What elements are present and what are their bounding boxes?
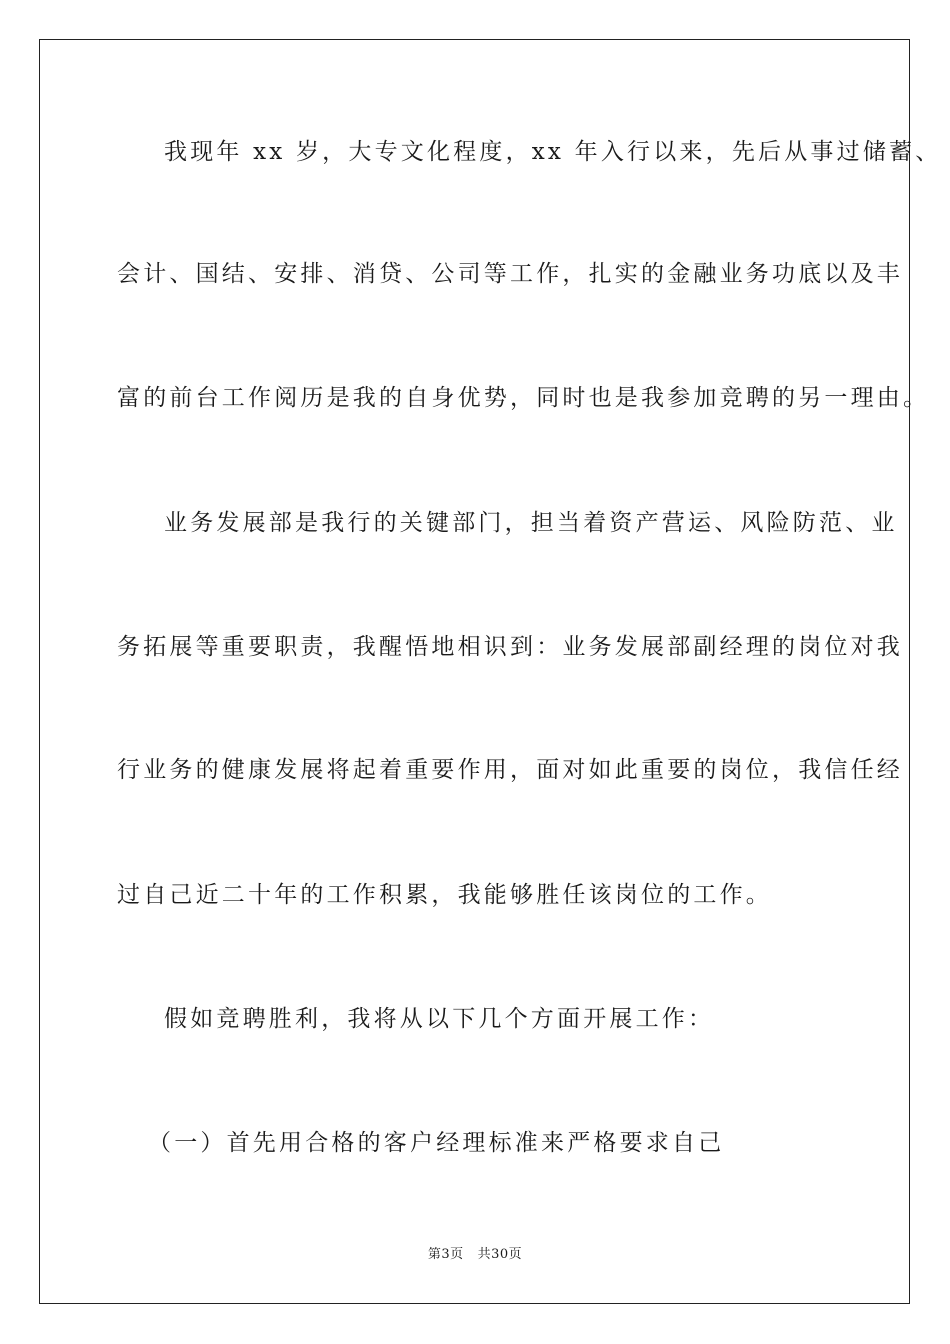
- paragraph-1-line-2: 会计、国结、安排、消贷、公司等工作，扎实的金融业务功底以及丰: [117, 261, 903, 287]
- paragraph-2-line-4: 过自己近二十年的工作积累，我能够胜任该岗位的工作。: [117, 882, 772, 908]
- page-total: 共30页: [477, 1247, 523, 1262]
- page-border: [39, 39, 910, 1304]
- paragraph-1-line-3: 富的前台工作阅历是我的自身优势，同时也是我参加竞聘的另一理由。: [117, 385, 930, 411]
- page-number: 第3页: [427, 1247, 464, 1262]
- page-footer: [0, 1246, 950, 1264]
- paragraph-2-line-3: 行业务的健康发展将起着重要作用，面对如此重要的岗位，我信任经: [117, 757, 903, 783]
- paragraph-2-line-2: 务拓展等重要职责，我醒悟地相识到：业务发展部副经理的岗位对我: [117, 634, 903, 660]
- paragraph-2-line-1: 业务发展部是我行的关键部门，担当着资产营运、风险防范、业: [164, 510, 898, 536]
- section-heading-1: （一）首先用合格的客户经理标准来严格要求自己: [148, 1130, 725, 1156]
- paragraph-1-line-1: 我现年 xx 岁，大专文化程度，xx 年入行以来，先后从事过储蓄、: [164, 139, 942, 165]
- paragraph-3-line-1: 假如竞聘胜利，我将从以下几个方面开展工作：: [164, 1006, 715, 1032]
